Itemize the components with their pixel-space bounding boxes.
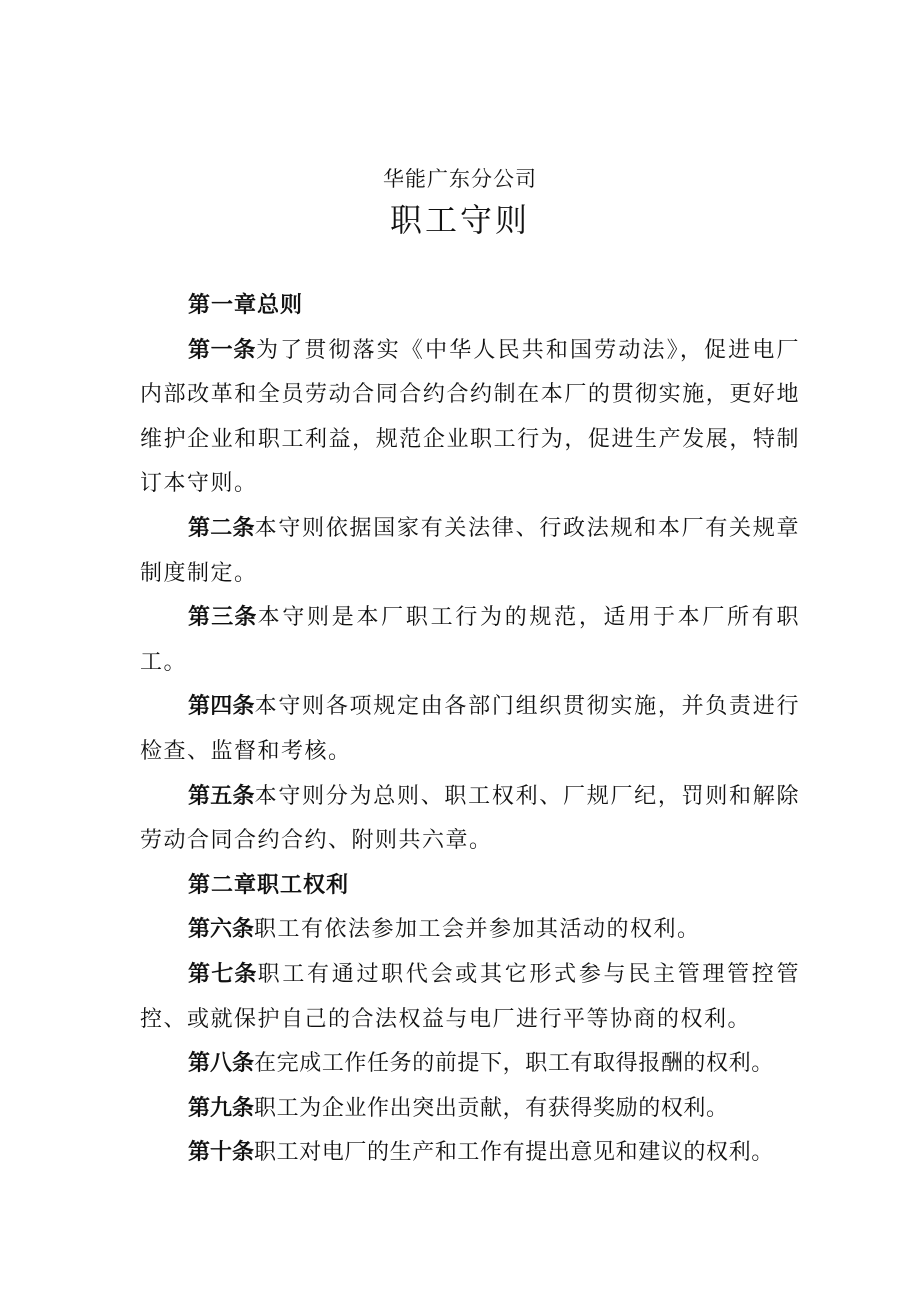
article-text: 本守则是本厂职工行为的规范，适用于本厂所有职工。: [140, 605, 800, 675]
document-body: [140, 284, 800, 1176]
document-title: 职工守则: [389, 201, 530, 239]
article-label: 第七条: [188, 961, 258, 987]
article-label: 第四条: [188, 694, 255, 720]
organization-name: 华能广东分公司: [383, 167, 537, 191]
article: [140, 1042, 800, 1087]
article-label: 第五条: [188, 783, 255, 809]
article: [140, 685, 800, 774]
article-text: 本守则分为总则、职工权利、厂规厂纪，罚则和解除劳动合同合约合约、附则共六章。: [140, 783, 800, 854]
article-text: 本守则各项规定由各部门组织贯彻实施，并负责进行检查、监督和考核。: [140, 694, 800, 764]
article-label: 第六条: [188, 917, 255, 943]
article-label: 第一条: [188, 337, 256, 363]
article-label: 第二条: [188, 515, 255, 541]
article-text: 本守则依据国家有关法律、行政法规和本厂有关规章制度制定。: [140, 515, 800, 586]
article: [140, 953, 800, 1042]
chapter-heading: 第一章总则: [188, 293, 304, 318]
article-label: 第九条: [188, 1095, 255, 1121]
article: [140, 507, 800, 596]
article-label: 第十条: [188, 1140, 255, 1166]
article-text: 职工对电厂的生产和工作有提出意见和建议的权利。: [254, 1140, 774, 1166]
article-text: 为了贯彻落实《中华人民共和国劳动法》，促进电厂内部改革和全员劳动合同合约合约制在本厂的贯彻实施，更好地维护企业和职工利益，规范企业职工行为，促进生产发展，特制订本守则。: [140, 337, 800, 497]
article-label: 第八条: [188, 1051, 255, 1077]
article-text: 职工有通过职代会或其它形式参与民主管理管控管控、或就保护自己的合法权益与电厂进行平等协商的权利。: [140, 961, 800, 1032]
article: [140, 329, 800, 507]
article-text: 职工为企业作出突出贡献，有获得奖励的权利。: [254, 1095, 729, 1121]
article: [140, 908, 800, 953]
article: [140, 1131, 800, 1176]
article-label: 第三条: [188, 605, 258, 631]
chapter-heading: 第二章职工权利: [188, 872, 350, 898]
article-text: 职工有依法参加工会并参加其活动的权利。: [254, 917, 701, 943]
article: [140, 596, 800, 685]
article: [140, 775, 800, 864]
article-text: 在完成工作任务的前提下，职工有取得报酬的权利。: [254, 1051, 774, 1077]
article: [140, 1087, 800, 1132]
